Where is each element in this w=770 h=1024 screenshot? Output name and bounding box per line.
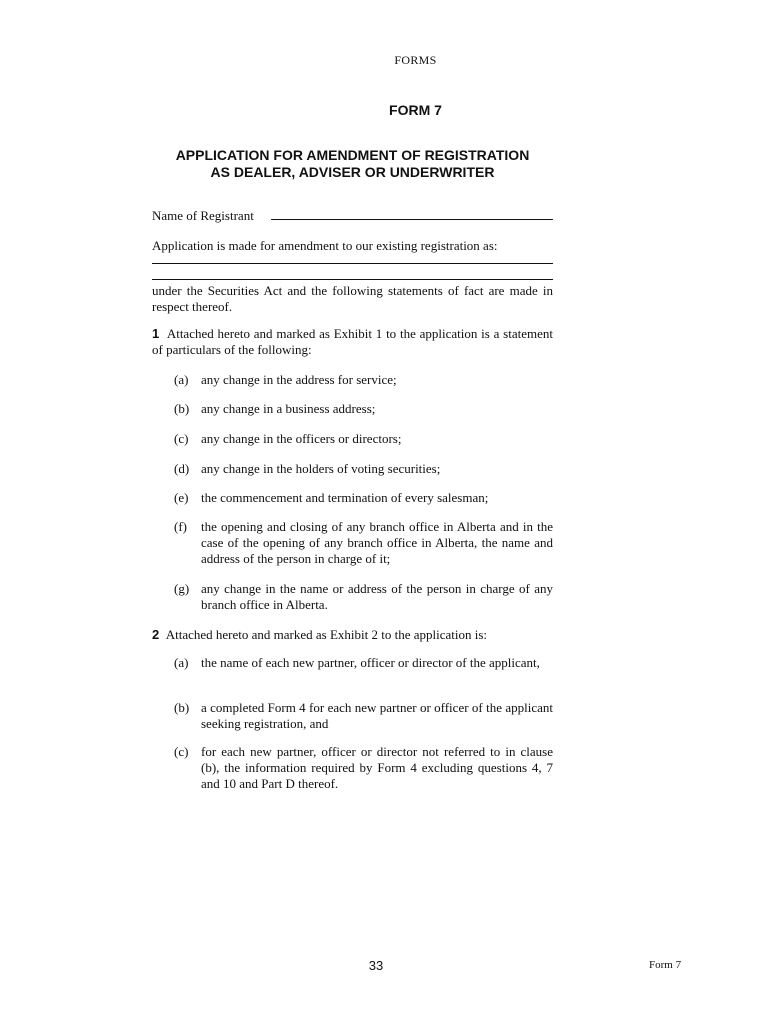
section-1-item-d [174, 461, 553, 477]
item-text: a completed Form 4 for each new partner or officer of the applicant seeking registration, and [201, 700, 553, 731]
item-label: (b) [174, 401, 190, 416]
page-number: 33 [368, 958, 384, 973]
item-label: (d) [174, 461, 190, 476]
application-sentence: Application is made for amendment to our existing registration as: [152, 238, 498, 253]
item-label: (c) [174, 744, 189, 759]
item-label: (b) [174, 700, 190, 715]
section-1-number: 1 [152, 326, 160, 341]
item-text: any change in the officers or directors; [201, 431, 402, 446]
item-text: any change in the name or address of the person in charge of any branch office in Alberta. [201, 581, 553, 612]
section-1-item-c [174, 431, 553, 447]
section-1-item-b [174, 401, 553, 417]
item-text: any change in a business address; [201, 401, 376, 416]
registration-type-field-line-1[interactable] [152, 263, 553, 264]
section-2-item-c [174, 744, 553, 792]
footer-form-label: Form 7 [649, 959, 682, 971]
section-1-item-e [174, 490, 553, 506]
document-title [150, 147, 555, 181]
item-text: the opening and closing of any branch office in Alberta and in the case of the opening of any branch office in Alberta, the name and address of the person in charge of it; [201, 519, 553, 566]
registration-type-field-line-2[interactable] [152, 279, 553, 280]
registrant-label: Name of Registrant [152, 208, 254, 223]
item-label: (c) [174, 431, 189, 446]
item-text: the commencement and termination of every salesman; [201, 490, 489, 505]
section-1-item-a [174, 372, 553, 388]
section-2-item-a [174, 655, 553, 671]
section-2-number: 2 [152, 627, 160, 642]
item-text: any change in the address for service; [201, 372, 397, 387]
section-2-item-b [174, 700, 553, 732]
title-line-2: AS DEALER, ADVISER OR UNDERWRITER [210, 164, 495, 180]
title-line-1: APPLICATION FOR AMENDMENT OF REGISTRATION [175, 147, 530, 163]
form-number: FORM 7 [389, 102, 442, 118]
item-text: the name of each new partner, officer or director of the applicant, [201, 655, 540, 670]
section-2-text: Attached hereto and marked as Exhibit 2 to the application is: [165, 627, 488, 642]
section-1-item-g [174, 581, 553, 613]
item-label: (g) [174, 581, 190, 596]
item-text: any change in the holders of voting securities; [201, 461, 441, 476]
item-text: for each new partner, officer or director not referred to in clause (b), the information required by Form 4 excluding questions 4, 7 and 10 and Part D thereof. [201, 744, 553, 791]
running-header: FORMS [394, 53, 437, 67]
item-label: (f) [174, 519, 187, 534]
item-label: (e) [174, 490, 189, 505]
section-2-paragraph [152, 627, 553, 643]
item-label: (a) [174, 655, 189, 670]
section-1-paragraph [152, 326, 553, 358]
section-1-item-f [174, 519, 553, 567]
section-1-text: Attached hereto and marked as Exhibit 1 to the application is a statement of particulars of the following: [152, 326, 553, 357]
registrant-name-field[interactable] [271, 219, 553, 220]
intro-paragraph: under the Securities Act and the following statements of fact are made in respect thereof. [152, 283, 553, 314]
item-label: (a) [174, 372, 189, 387]
